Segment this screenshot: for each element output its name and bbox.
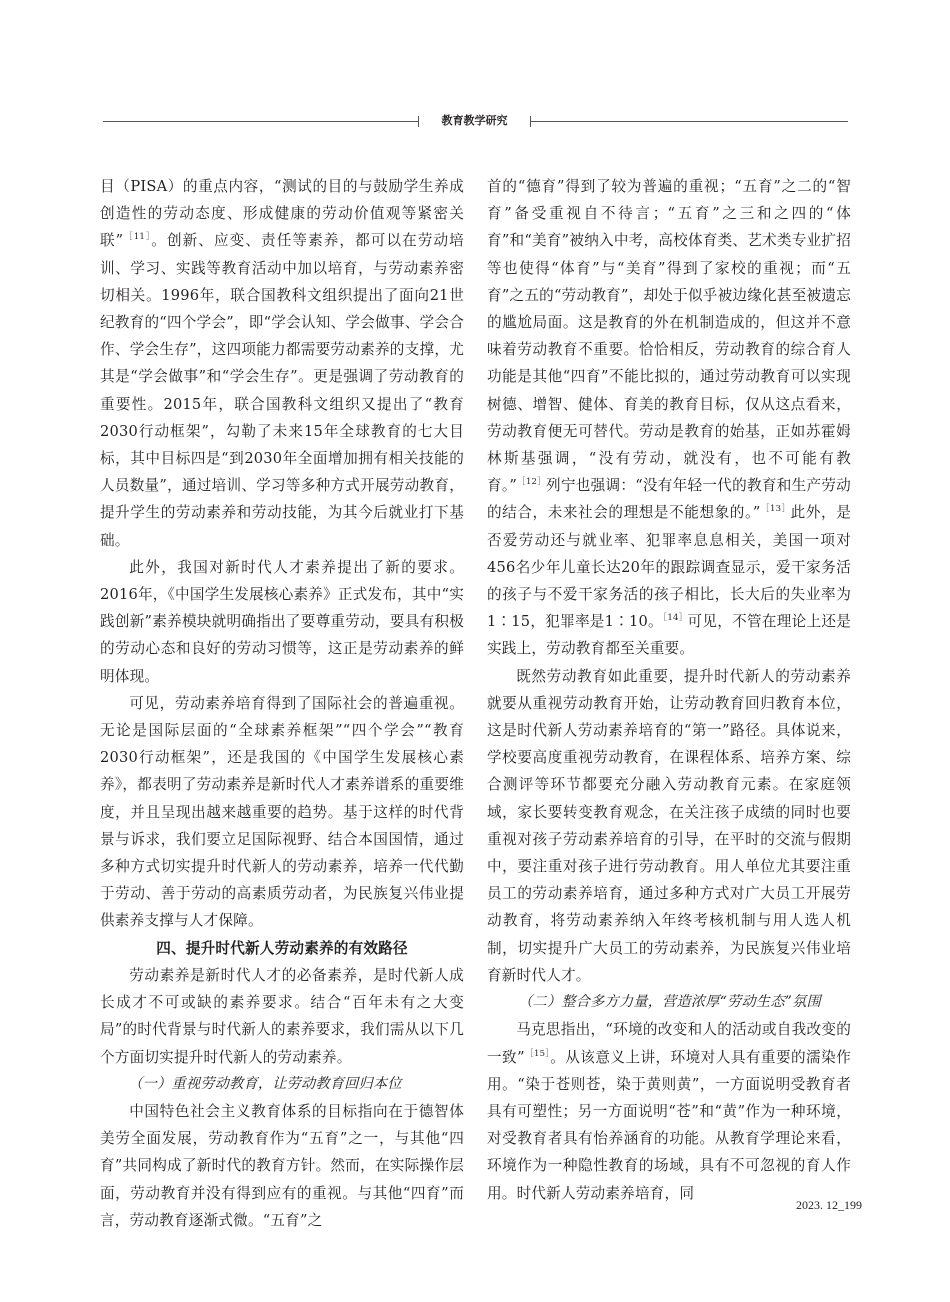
paragraph: 劳动素养是新时代人才的必备素养，是时代新人成长成才不可或缺的素养要求。结合“百年未有之大变局”的时代背景与时代新人的素养要求，我们需从以下几个方面切实提升时代新人的劳动素养。: [100, 966, 464, 1066]
paragraph: 中国特色社会主义教育体系的目标指向在于德智体美劳全面发展，劳动教育作为“五育”之一，与其他“四育”共同构成了新时代的教育方针。然而，在实际操作层面，劳动教育并没有得到应有的重视。与其他“四育”而言，劳动教育逐渐式微。“五育”之: [100, 1102, 464, 1229]
right-column: [487, 173, 851, 1207]
running-header-journal-name: 教育教学研究: [441, 114, 508, 127]
paragraph: [487, 173, 851, 663]
paragraph-text: 列宁也强调：“没有年轻一代的教育和生产劳动的结合，未来社会的理想是不能想象的。”: [487, 477, 851, 522]
paragraph-text: 。创新、应变、责任等素养，都可以在劳动培训、学习、实践等教育活动中加以培育，与劳动素养密切相关。1996年，联合国教科文组织提出了面向21世纪教育的“四个学会”，即“学会认知、学会做事、学会合作、学会生存”，这四项能力都需要劳动素养的支撑，尤其是“学会做事”和“学会生存”。更是强调了劳动教育的重要性。2015年，联合国教科文组织又提出了“教育2030行动框架”，勾勒了未来15年全球教育的七大目标，其中目标四是“到2030年全面增加拥有相关技能的人员数量”，通过培训、学习等多种方式开展劳动教育，提升学生的劳动素养和劳动技能，为其今后就业打下基础。: [100, 232, 464, 549]
paragraph-text: 马克思指出，“环境的改变和人的活动或自我改变的一致”: [487, 1021, 851, 1066]
paragraph: [100, 173, 464, 554]
citation-ref: ［15］: [524, 1048, 551, 1059]
paragraph: [487, 1016, 851, 1206]
citation-ref: ［13］: [760, 504, 791, 515]
header-rule-left: [103, 121, 419, 122]
paragraph-text: 首的“德育”得到了较为普遍的重视；“五育”之二的“智育”备受重视自不待言；“五育”之三和之四的“体育”和“美育”被纳入中考，高校体育类、艺术类专业扩招等也使得“体育”与“美育”得到了家校的重视；而“五育”之五的“劳动教育”，却处于似乎被边缘化甚至被遗忘的尴尬局面。这是教育的外在机制造成的，但这并不意味着劳动教育不重要。恰恰相反，劳动教育的综合育人功能是其他“四育”不能比拟的，通过劳动教育可以实现树德、增智、健体、育美的教育目标，仅从这点看来，劳动教育便无可替代。劳动是教育的始基，正如苏霍姆林斯基强调，“没有劳动，就没有，也不可能有教育。”: [487, 178, 851, 495]
paragraph-text: 可见，不管在理论上还是实践上，劳动教育都至关重要。: [487, 613, 852, 658]
left-column: [100, 173, 464, 1234]
header-rule-right: [530, 121, 848, 122]
section-heading: 四、提升时代新人劳动素养的有效路径: [156, 939, 408, 957]
paragraph-text: 目（PISA）的重点内容，“测试的目的与鼓励学生养成创造性的劳动态度、形成健康的劳动价值观等紧密关联”: [100, 178, 464, 250]
citation-ref: ［12］: [517, 477, 546, 488]
paragraph-text: 。从该意义上讲，环境对人具有重要的濡染作用。“染于苍则苍，染于黄则黄”，一方面说明受教育者具有可塑性；另一方面说明“苍”和“黄”作为一种环境，对受教育者具有怡养涵育的功能。从教育学理论来看，环境作为一种隐性教育的场域，具有不可忽视的育人作用。时代新人劳动素养培育，同: [487, 1048, 851, 1202]
subsection-heading: （二）整合多方力量，营造浓厚“劳动生态”氛围: [518, 994, 821, 1011]
subsection-heading: （一）重视劳动教育，让劳动教育回归本位: [128, 1075, 402, 1092]
paragraph: 此外，我国对新时代人才素养提出了新的要求。2016年，《中国学生发展核心素养》正式发布，其中“实践创新”素养模块就明确指出了要尊重劳动，要具有积极的劳动心态和良好的劳动习惯等，这正是劳动素养的鲜明体现。: [100, 558, 464, 685]
paragraph-text: 此外，是否爱劳动还与就业率、犯罪率息息相关，美国一项对456名少年儿童长达20年的跟踪调查显示，爱干家务活的孩子与不爱干家务活的孩子相比，长大后的失业率为1∶15，犯罪率是1∶10。: [487, 504, 851, 631]
paragraph: 既然劳动教育如此重要，提升时代新人的劳动素养就要从重视劳动教育开始，让劳动教育回归教育本位，这是时代新人劳动素养培育的“第一”路径。具体说来，学校要高度重视劳动教育，在课程体系、培养方案、综合测评等环节都要充分融入劳动教育元素。在家庭领域，家长要转变教育观念，在关注孩子成绩的同时也要重视对孩子劳动素养培育的引导，在平时的交流与假期中，要注重对孩子进行劳动教育。用人单位尤其要注重员工的劳动素养培育，通过多种方式对广大员工开展劳动教育，将劳动素养纳入年终考核机制与用人选人机制，切实提升广大员工的劳动素养，为民族复兴伟业培育新时代人才。: [487, 667, 851, 984]
page-number: 2023. 12_199: [796, 1198, 862, 1212]
paragraph: 可见，劳动素养培育得到了国际社会的普遍重视。无论是国际层面的“全球素养框架”“四个学会”“教育2030行动框架”，还是我国的《中国学生发展核心素养》，都表明了劳动素养是新时代人才素养谱系的重要维度，并且呈现出越来越重要的趋势。基于这样的时代背景与诉求，我们要立足国际视野、结合本国国情，通过多种方式切实提升时代新人的劳动素养，培养一代代勤于劳动、善于劳动的高素质劳动者，为民族复兴伟业提供素养支撑与人才保障。: [100, 694, 464, 930]
citation-ref: ［14］: [662, 613, 688, 624]
citation-ref: ［11］: [123, 232, 152, 243]
